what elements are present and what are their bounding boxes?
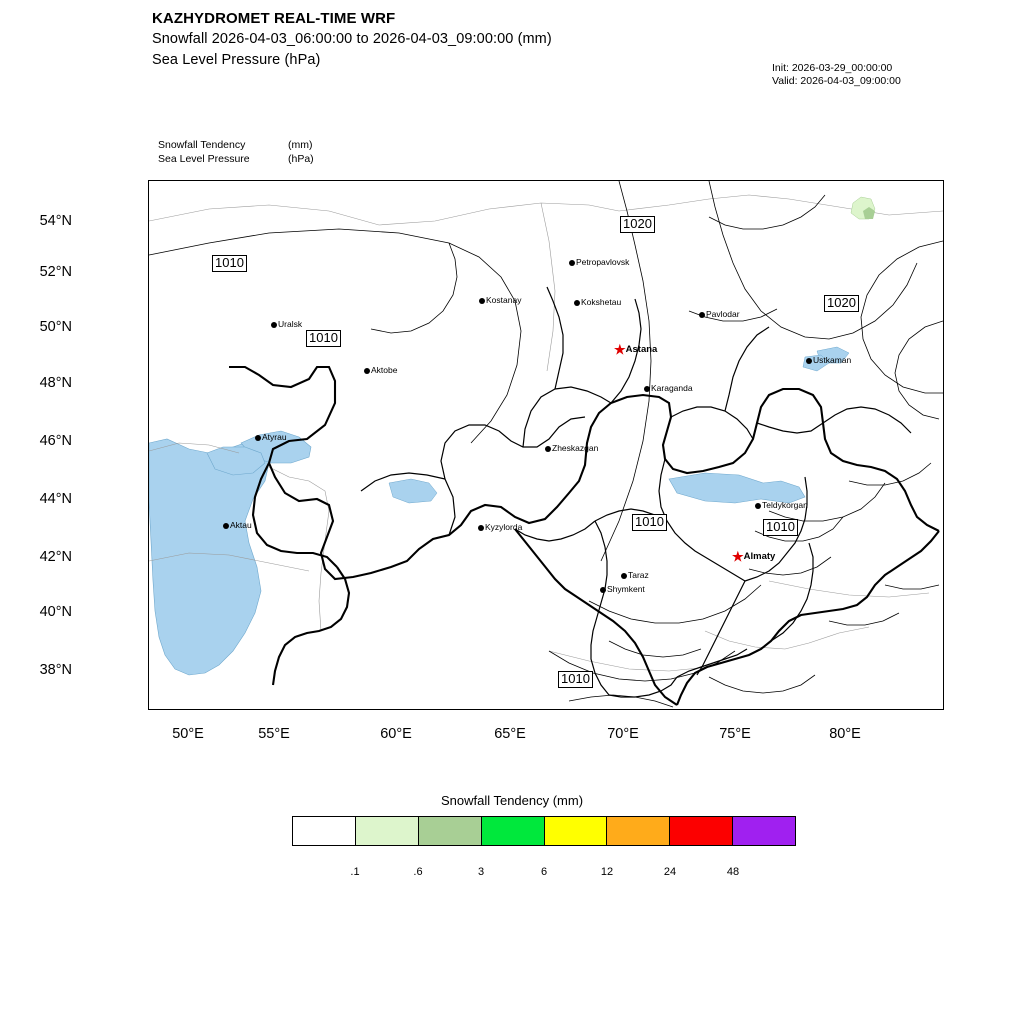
- capital-marker-astana: [614, 342, 658, 357]
- colorbar-tick: 6: [540, 866, 548, 878]
- city-dot-icon: [574, 300, 580, 306]
- city-marker: [271, 320, 302, 329]
- axis-label-lon-65: 65°E: [494, 726, 526, 742]
- colorbar-swatch-1: [356, 817, 419, 845]
- city-label: Karaganda: [651, 383, 693, 393]
- city-label: Aktobe: [371, 365, 398, 375]
- title-block: [152, 8, 552, 71]
- city-dot-icon: [644, 386, 650, 392]
- colorbar-swatch-0: [293, 817, 356, 845]
- colorbar-swatch-5: [607, 817, 670, 845]
- subtitle-pressure: Sea Level Pressure (hPa): [152, 52, 321, 68]
- colorbar-swatch-4: [545, 817, 608, 845]
- city-label: Ustkaman: [813, 355, 852, 365]
- colorbar-tick: 12: [600, 866, 614, 878]
- field-legend: [158, 138, 314, 166]
- axis-label-lon-70: 70°E: [607, 726, 639, 742]
- city-label: Petropavlovsk: [576, 257, 630, 267]
- colorbar-title: Snowfall Tendency (mm): [440, 793, 584, 808]
- field-legend-label-0: Snowfall Tendency: [158, 139, 246, 151]
- city-dot-icon: [806, 358, 812, 364]
- colorbar-swatch-2: [419, 817, 482, 845]
- city-label: Pavlodar: [706, 309, 740, 319]
- isobar-label: 1020: [620, 216, 655, 233]
- city-dot-icon: [223, 523, 229, 529]
- city-label: Atyrau: [262, 432, 287, 442]
- city-label: Taraz: [628, 570, 649, 580]
- city-label: Kokshetau: [581, 297, 622, 307]
- isobar-label: 1010: [558, 671, 593, 688]
- axis-label-lon-50: 50°E: [172, 726, 204, 742]
- axis-label-lon-55: 55°E: [258, 726, 290, 742]
- page-title: KAZHYDROMET REAL-TIME WRF: [152, 10, 396, 27]
- colorbar-tick: .1: [350, 866, 360, 878]
- city-dot-icon: [479, 298, 485, 304]
- city-marker: [478, 523, 522, 532]
- city-marker: [621, 571, 649, 580]
- city-label: Almaty: [743, 551, 776, 563]
- capital-marker-almaty: [732, 549, 776, 564]
- axis-label-lat-52: 52°N: [39, 264, 72, 280]
- star-icon: ★: [732, 549, 744, 564]
- city-label: Teldykorgan: [762, 500, 808, 510]
- city-marker: [545, 444, 598, 453]
- field-legend-unit-0: (mm): [288, 139, 313, 151]
- init-time: Init: 2026-03-29_00:00:00: [772, 62, 893, 74]
- city-dot-icon: [569, 260, 575, 266]
- isobar-label: 1010: [212, 255, 247, 272]
- colorbar-swatch-3: [482, 817, 545, 845]
- city-dot-icon: [364, 368, 370, 374]
- star-icon: ★: [614, 342, 626, 357]
- axis-label-lon-75: 75°E: [719, 726, 751, 742]
- city-dot-icon: [478, 525, 484, 531]
- axis-label-lat-42: 42°N: [39, 549, 72, 565]
- field-legend-unit-1: (hPa): [288, 153, 314, 165]
- city-label: Astana: [625, 344, 658, 356]
- isobar-label: 1010: [632, 514, 667, 531]
- city-marker: [699, 310, 740, 319]
- city-label: Kostanay: [486, 295, 522, 305]
- city-dot-icon: [699, 312, 705, 318]
- snowfall-shading: [851, 197, 875, 219]
- axis-label-lon-80: 80°E: [829, 726, 861, 742]
- run-info: [772, 62, 901, 88]
- axis-label-lat-40: 40°N: [39, 604, 72, 620]
- city-marker: [644, 384, 693, 393]
- colorbar-tick: 24: [663, 866, 677, 878]
- city-label: Shymkent: [607, 584, 645, 594]
- city-marker: [600, 585, 645, 594]
- field-legend-row-1: [158, 152, 314, 166]
- axis-label-lat-50: 50°N: [39, 319, 72, 335]
- city-marker: [479, 296, 521, 305]
- isobar-label: 1020: [824, 295, 859, 312]
- isobar-label: 1010: [306, 330, 341, 347]
- city-label: Zheskazgan: [552, 443, 599, 453]
- city-label: Kyzylorda: [485, 522, 523, 532]
- colorbar-swatch-6: [670, 817, 733, 845]
- field-legend-label-1: Sea Level Pressure: [158, 153, 250, 165]
- city-dot-icon: [621, 573, 627, 579]
- city-marker: [223, 521, 252, 530]
- city-marker: [806, 356, 851, 365]
- city-dot-icon: [755, 503, 761, 509]
- subtitle-snowfall: Snowfall 2026-04-03_06:00:00 to 2026-04-03_09:00:00 (mm): [152, 31, 552, 47]
- city-dot-icon: [255, 435, 261, 441]
- colorbar-swatch-7: [733, 817, 795, 845]
- axis-label-lon-60: 60°E: [380, 726, 412, 742]
- city-marker: [755, 501, 808, 510]
- axis-label-lat-46: 46°N: [39, 433, 72, 449]
- axis-label-lat-44: 44°N: [39, 491, 72, 507]
- colorbar-tick: 48: [726, 866, 740, 878]
- colorbar-tick: 3: [477, 866, 485, 878]
- city-dot-icon: [271, 322, 277, 328]
- axis-label-lat-38: 38°N: [39, 662, 72, 678]
- colorbar-tick: .6: [413, 866, 423, 878]
- field-legend-row-0: [158, 138, 314, 152]
- city-dot-icon: [545, 446, 551, 452]
- city-marker: [364, 366, 397, 375]
- city-marker: [255, 433, 287, 442]
- city-marker: [569, 258, 629, 267]
- isobar-label: 1010: [763, 519, 798, 536]
- city-dot-icon: [600, 587, 606, 593]
- valid-time: Valid: 2026-04-03_09:00:00: [772, 75, 901, 87]
- city-marker: [574, 298, 621, 307]
- city-label: Aktau: [230, 520, 252, 530]
- axis-label-lat-54: 54°N: [39, 213, 72, 229]
- axis-label-lat-48: 48°N: [39, 375, 72, 391]
- city-label: Uralsk: [278, 319, 303, 329]
- colorbar: [292, 816, 796, 846]
